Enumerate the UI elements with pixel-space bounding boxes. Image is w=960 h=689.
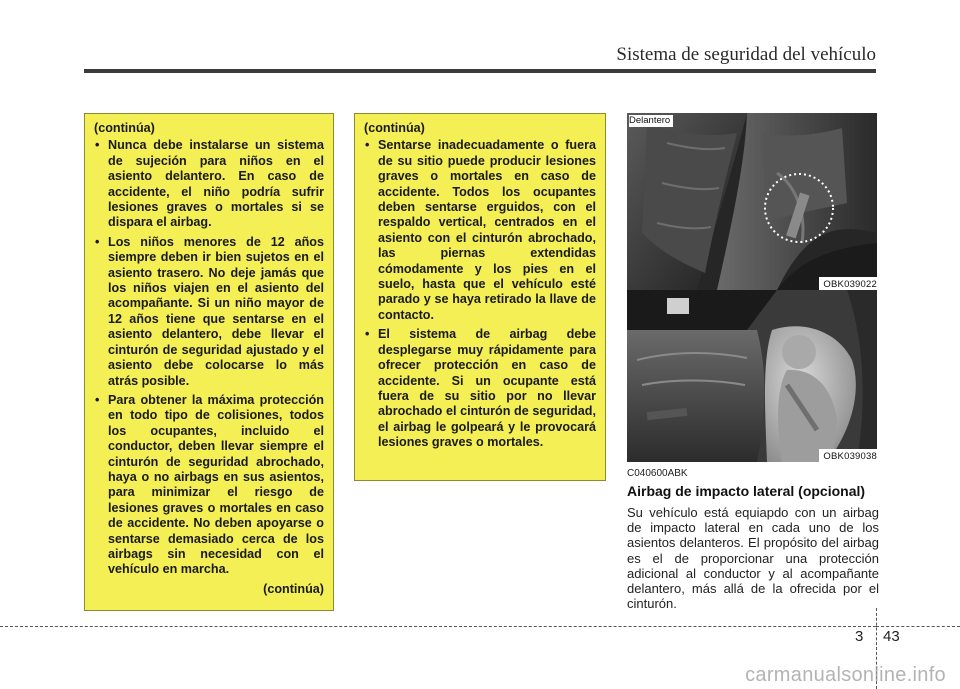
chapter-number: 3 xyxy=(855,628,864,645)
bullet-icon: • xyxy=(95,392,100,407)
warning-bullet xyxy=(364,327,596,450)
warning-bullet-list xyxy=(364,138,596,450)
page-header-title: Sistema de seguridad del vehículo xyxy=(616,44,876,65)
warning-bullet-text: Nunca debe instalarse un sistema de sujeción para niños en el asiento delantero. En caso de accidente, el niño podría sufrir lesiones graves o mortales si se dispara el airbag. xyxy=(108,138,324,230)
figure-code: OBK039038 xyxy=(819,449,877,462)
warning-bullet-text: Para obtener la máxima protección en todo tipo de colisiones, todos los ocupantes, incluido el conductor, deben llevar siempre el cinturón de seguridad abrochado, haya o no airbags en sus asientos, para minimizar el riesgo de lesiones graves o mortales en caso de accidente. No deben apoyarse o sentarse demasiado cerca de los airbags sin necesidad con el vehículo en marcha. xyxy=(108,392,324,577)
figure-code: OBK039022 xyxy=(819,277,877,290)
watermark: carmanualsonline.info xyxy=(745,664,946,686)
warning-bullet-text: Los niños menores de 12 años siempre deben ir bien sujetos en el asiento trasero. No deje jamás que los niños viajen en el asiento del acompañante. Si un niño mayor de 12 años tiene que sentarse en el asiento delantero, debe llevar el cinturón de seguridad ajustado y el asiento debe colocarse lo más atrás posible. xyxy=(108,234,324,388)
warning-bullet xyxy=(94,393,324,578)
warning-box-1 xyxy=(84,113,334,611)
bullet-icon: • xyxy=(95,234,100,249)
page-number: 43 xyxy=(883,628,900,645)
bullet-icon: • xyxy=(95,138,100,153)
warning-box-2 xyxy=(354,113,606,481)
header-rule xyxy=(84,69,876,73)
bullet-icon: • xyxy=(365,138,370,153)
seat-airbag-photo-icon xyxy=(627,113,877,290)
footer-rule xyxy=(876,626,960,627)
warning-bullet xyxy=(94,138,324,230)
side-airbag-deployed-photo-icon xyxy=(627,290,877,462)
warning-bullet-text: El sistema de airbag debe desplegarse muy rápidamente para ofrecer protección en caso de accidente. Si un ocupante está fuera de su sitio por no llevar abrochado el cinturón de seguridad, el airbag le golpeará y le provocará lesiones graves o mortales. xyxy=(378,327,596,450)
section-body-text: Su vehículo está equiapdo con un airbag de impacto lateral en cada uno de los asientos delanteros. El propósito del airbag es el de proporcionar una protección adicional al conductor y al acompañante delantero, más allá de la ofrecida por el cinturón. xyxy=(627,505,879,612)
warning-box-heading: (continúa) xyxy=(94,121,155,135)
warning-box-footer: (continúa) xyxy=(263,581,324,596)
seat-airbag-figure xyxy=(627,113,877,290)
footer-rule xyxy=(0,626,876,627)
section-code: C040600ABK xyxy=(627,468,688,479)
section-title: Airbag de impacto lateral (opcional) xyxy=(627,483,866,499)
warning-bullet xyxy=(364,138,596,323)
figure-label: Delantero xyxy=(629,115,673,127)
warning-bullet-list xyxy=(94,138,324,577)
side-airbag-figure xyxy=(627,290,877,462)
bullet-icon: • xyxy=(365,327,370,342)
warning-bullet-text: Sentarse inadecuadamente o fuera de su sitio puede producir lesiones graves o mortales en caso de accidente. Todos los ocupantes deben sentarse erguidos, con el respaldo vertical, centrados en el asiento con el cinturón abrochado, las piernas extendidas cómodamente y los pies en el suelo, hasta que el vehículo esté parado y se haya retirado la llave de contacto. xyxy=(378,138,596,322)
warning-box-heading: (continúa) xyxy=(364,121,425,135)
warning-bullet xyxy=(94,235,324,389)
